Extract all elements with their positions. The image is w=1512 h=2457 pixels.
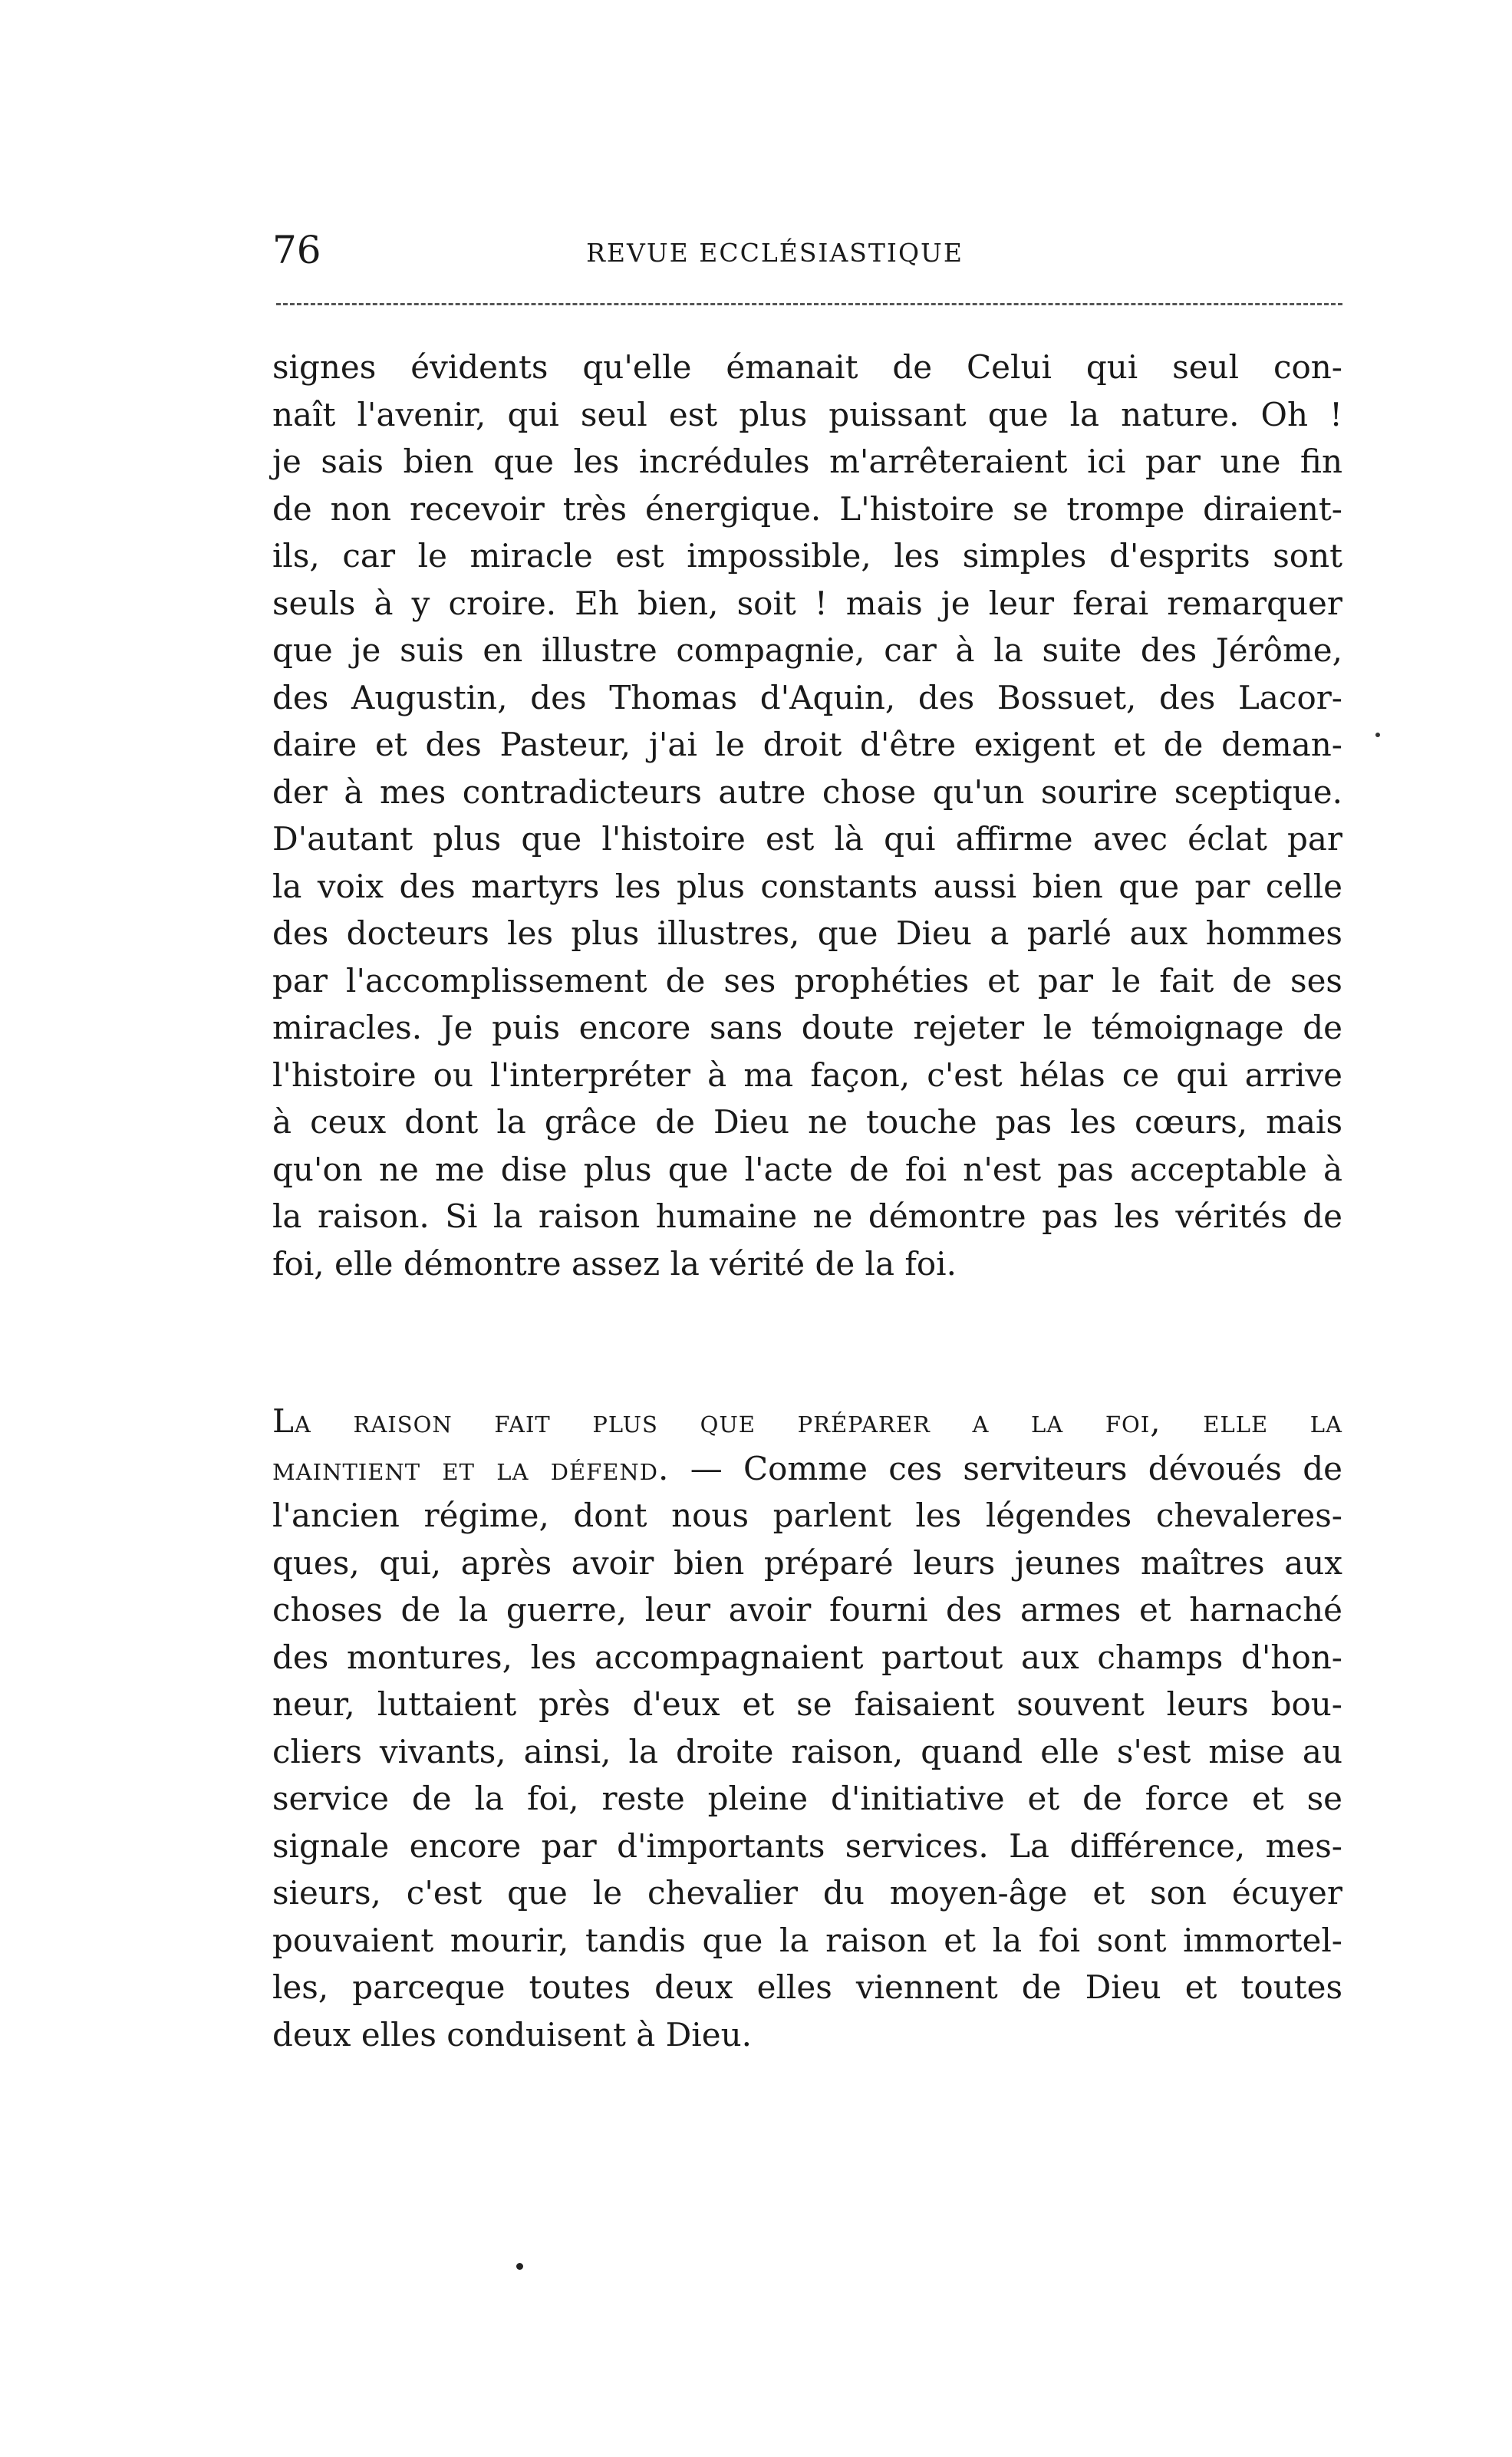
text-line: à ceux dont la grâce de Dieu ne touche pas les cœurs, mais <box>272 1103 1342 1141</box>
text-line: sieurs, c'est que le chevalier du moyen-âge et son écuyer <box>272 1874 1342 1912</box>
text-line: choses de la guerre, leur avoir fourni des armes et harnaché <box>272 1591 1342 1629</box>
text-line: la voix des martyrs les plus constants aussi bien que par celle <box>272 867 1342 905</box>
text-line: D'autant plus que l'histoire est là qui affirme avec éclat par <box>272 820 1342 858</box>
print-speck <box>1375 733 1380 737</box>
header-rule <box>276 303 1342 305</box>
text-line: der à mes contradicteurs autre chose qu'un sourire sceptique. <box>272 772 1342 811</box>
section-heading-continued: maintient et la défend. <box>272 1449 670 1487</box>
text-line: la raison. Si la raison humaine ne démontre pas les vérités de <box>272 1197 1342 1235</box>
text-line: je sais bien que les incrédules m'arrêteraient ici par une fin <box>272 443 1342 480</box>
text-line: service de la foi, reste pleine d'initiative et de force et se <box>272 1780 1342 1817</box>
text-line: pouvaient mourir, tandis que la raison et la foi sont immortel- <box>272 1921 1342 1959</box>
text-line: foi, elle démontre assez la vérité de la foi. <box>272 1244 957 1283</box>
text-line: de non recevoir très énergique. L'histoire se trompe diraient- <box>272 489 1342 528</box>
text-line: cliers vivants, ainsi, la droite raison, quand elle s'est mise au <box>272 1732 1342 1770</box>
text-line: ques, qui, après avoir bien préparé leurs jeunes maîtres aux <box>272 1543 1342 1582</box>
text-line: deux elles conduisent à Dieu. <box>272 2015 752 2054</box>
text-line: des docteurs les plus illustres, que Dieu a parlé aux hommes <box>272 914 1342 952</box>
text-line-heading-continuation <box>272 1445 1342 1493</box>
text-line: par l'accomplissement de ses prophéties et par le fait de ses <box>272 961 1342 1000</box>
paragraph-2 <box>272 1398 1342 2058</box>
text-line: ils, car le miracle est impossible, les simples d'esprits sont <box>272 537 1342 575</box>
page-header <box>272 227 1339 273</box>
text-line: miracles. Je puis encore sans doute rejeter le témoignage de <box>272 1009 1342 1046</box>
text-line: seuls à y croire. Eh bien, soit ! mais je leur ferai remarquer <box>272 584 1342 622</box>
text-line: signale encore par d'importants services. La différence, mes- <box>272 1826 1342 1865</box>
text-line: l'histoire ou l'interpréter à ma façon, c'est hélas ce qui arrive <box>272 1056 1342 1094</box>
text-line: des montures, les accompagnaient partout aux champs d'hon- <box>272 1638 1342 1676</box>
running-head: REVUE ECCLÉSIASTIQUE <box>586 238 964 268</box>
text-line: naît l'avenir, qui seul est plus puissant que la nature. Oh ! <box>272 395 1342 433</box>
text-line: que je suis en illustre compagnie, car à la suite des Jérôme, <box>272 631 1342 669</box>
text-run: — Comme ces serviteurs dévoués de <box>669 1449 1343 1487</box>
text-line: des Augustin, des Thomas d'Aquin, des Bossuet, des Lacor- <box>272 678 1342 716</box>
text-line: neur, luttaient près d'eux et se faisaient souvent leurs bou- <box>272 1685 1342 1723</box>
section-heading: La raison fait plus que préparer a la foi, elle la <box>272 1402 1343 1440</box>
text-line: les, parceque toutes deux elles viennent de Dieu et toutes <box>272 1968 1342 2006</box>
text-line: l'ancien régime, dont nous parlent les légendes chevaleres- <box>272 1497 1342 1534</box>
print-speck <box>516 2263 523 2270</box>
text-line: daire et des Pasteur, j'ai le droit d'être exigent et de deman- <box>272 726 1342 763</box>
page-number: 76 <box>272 228 321 272</box>
text-line: qu'on ne me dise plus que l'acte de foi n'est pas acceptable à <box>272 1150 1342 1188</box>
text-line: signes évidents qu'elle émanait de Celui qui seul con- <box>272 348 1342 386</box>
paragraph-1 <box>272 344 1342 1287</box>
